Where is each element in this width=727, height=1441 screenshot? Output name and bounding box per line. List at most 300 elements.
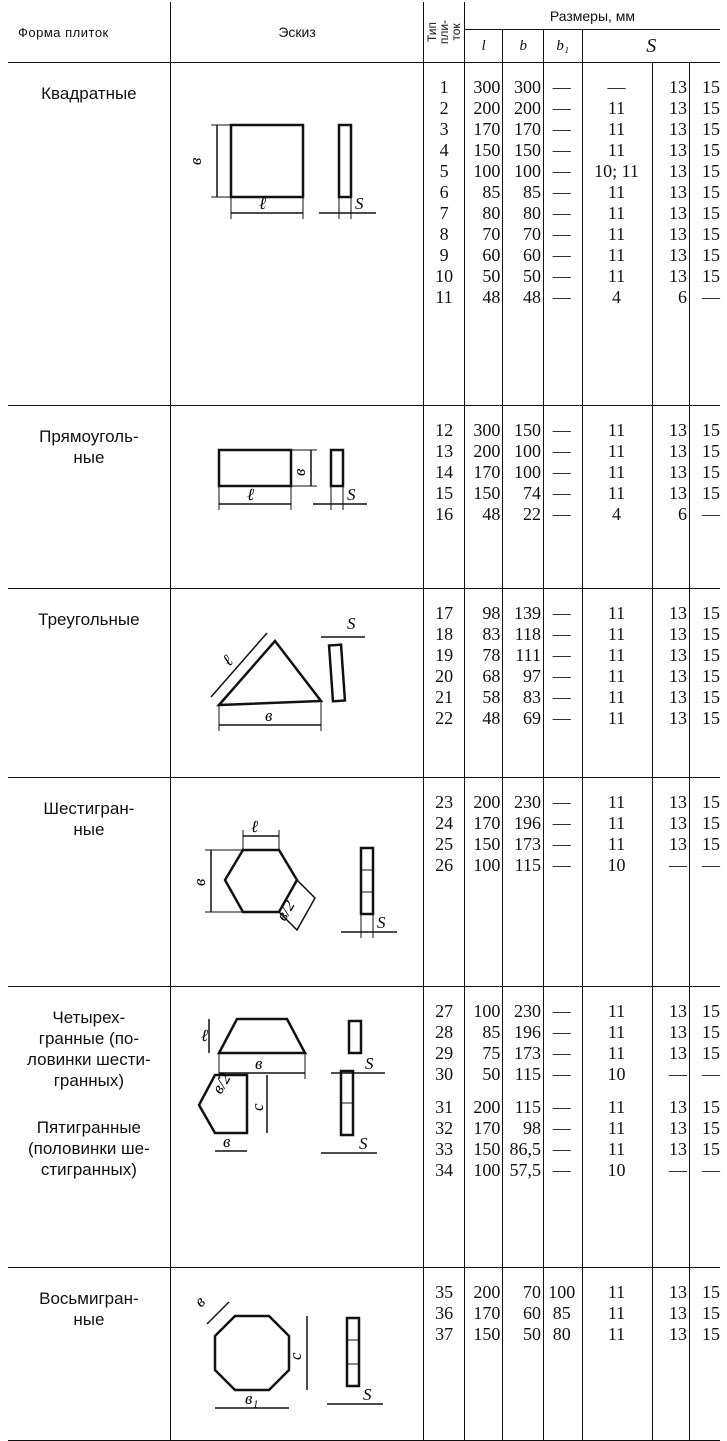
header-b: b <box>503 30 544 63</box>
cell-b: 230 <box>513 792 541 812</box>
cell-type: 1 <box>439 77 449 97</box>
cell-type: 5 <box>439 161 449 181</box>
cell-type: 4 <box>439 140 449 160</box>
cell-l: 48 <box>482 287 501 307</box>
cell-b: 69 <box>522 708 541 728</box>
cell-l: 85 <box>482 182 501 202</box>
cell-b: 50 <box>522 266 541 286</box>
cell-s1: 10 <box>607 855 626 875</box>
cell-b1: — <box>552 203 571 223</box>
cell-type: 17 <box>435 603 454 623</box>
cell-b: 70 <box>522 1282 541 1302</box>
cell-s1: 11 <box>607 813 626 833</box>
cell-b1: 80 <box>552 1324 571 1344</box>
cell-s3: 15 <box>702 224 720 244</box>
cell-b1: 100 <box>548 1282 576 1302</box>
cell-s2: 13 <box>668 1118 687 1138</box>
cell-s3: 15 <box>702 666 720 686</box>
cell-s1: 11 <box>607 462 626 482</box>
cell-b: 150 <box>513 420 541 440</box>
cell-type: 25 <box>435 834 454 854</box>
cell-type: 10 <box>435 266 454 286</box>
tile-shape-name: Треугольные <box>38 610 140 629</box>
tile-table <box>8 2 720 1441</box>
cell-type: 29 <box>435 1043 454 1063</box>
cell-l: 50 <box>482 266 501 286</box>
cell-s1: 11 <box>607 666 626 686</box>
cell-s1: 11 <box>607 1139 626 1159</box>
cell-s3: 15 <box>702 441 720 461</box>
tile-group-row <box>8 589 720 778</box>
cell-b: 22 <box>522 504 541 524</box>
cell-s1: 11 <box>607 266 626 286</box>
cell-l: 48 <box>482 708 501 728</box>
cell-s2: 13 <box>668 1043 687 1063</box>
cell-type: 36 <box>435 1303 454 1323</box>
header-type <box>424 2 465 63</box>
cell-l: 150 <box>473 1324 501 1344</box>
cell-s1: 11 <box>607 1022 626 1042</box>
cell-s3: 15 <box>702 1139 720 1159</box>
cell-type: 2 <box>439 98 449 118</box>
label-b-half-pent: в/2 <box>207 1069 235 1097</box>
cell-s2: 13 <box>668 792 687 812</box>
cell-b1: — <box>552 1022 571 1042</box>
cell-b1: — <box>552 77 571 97</box>
cell-b1: — <box>552 813 571 833</box>
cell-l: 80 <box>482 203 501 223</box>
label-c: с <box>247 1103 267 1111</box>
cell-b: 139 <box>513 603 541 623</box>
cell-b1: — <box>552 624 571 644</box>
cell-s2: 13 <box>668 224 687 244</box>
cell-l: 75 <box>482 1043 501 1063</box>
cell-b: 85 <box>522 182 541 202</box>
cell-s3: — <box>702 504 720 524</box>
cell-s3: 15 <box>702 266 720 286</box>
cell-s3: 15 <box>702 645 720 665</box>
cell-type: 3 <box>439 119 449 139</box>
cell-b1: — <box>552 603 571 623</box>
label-l: ℓ <box>258 194 266 213</box>
cell-type: 15 <box>435 483 454 503</box>
label-l: ℓ <box>250 817 258 836</box>
cell-l: 100 <box>473 855 501 875</box>
cell-s3: 15 <box>702 182 720 202</box>
cell-s1: 11 <box>607 1097 626 1117</box>
cell-b: 83 <box>522 687 541 707</box>
cell-s3: 15 <box>702 813 720 833</box>
label-s-pent: S <box>358 1134 368 1153</box>
cell-s2: 13 <box>668 161 687 181</box>
cell-b1: — <box>552 792 571 812</box>
cell-type: 8 <box>439 224 449 244</box>
tile-shape-name: Прямоуголь- ные <box>39 427 139 467</box>
cell-b: 115 <box>514 1064 541 1084</box>
cell-type: 6 <box>439 182 449 202</box>
cell-s1: 10; 11 <box>594 161 639 181</box>
cell-l: 200 <box>473 98 501 118</box>
cell-s3: 15 <box>702 462 720 482</box>
cell-s2: 13 <box>668 266 687 286</box>
cell-b1: — <box>552 504 571 524</box>
cell-b: 300 <box>513 77 541 97</box>
cell-b1: 85 <box>552 1303 571 1323</box>
cell-b: 86,5 <box>509 1139 541 1159</box>
label-l: ℓ <box>246 485 254 504</box>
cell-b: 50 <box>522 1324 541 1344</box>
cell-l: 170 <box>473 119 501 139</box>
cell-l: 83 <box>482 624 501 644</box>
cell-s3: 15 <box>702 1097 720 1117</box>
cell-s1: 4 <box>611 504 621 524</box>
cell-s1: 10 <box>607 1160 626 1180</box>
cell-l: 150 <box>473 140 501 160</box>
cell-b: 173 <box>513 834 541 854</box>
cell-s1: 11 <box>607 140 626 160</box>
cell-b: 196 <box>513 1022 541 1042</box>
cell-s3: 15 <box>702 483 720 503</box>
octagon-tile-sketch <box>171 1268 421 1420</box>
cell-s3: 15 <box>702 603 720 623</box>
label-b: в <box>185 157 205 165</box>
cell-s2: 13 <box>668 77 687 97</box>
cell-type: 9 <box>439 245 449 265</box>
cell-type: 14 <box>435 462 454 482</box>
cell-l: 60 <box>482 245 501 265</box>
cell-s2: 13 <box>668 1001 687 1021</box>
cell-s2: 13 <box>668 1097 687 1117</box>
cell-s2: — <box>668 1160 687 1180</box>
cell-s1: 11 <box>607 1282 626 1302</box>
cell-l: 100 <box>473 1001 501 1021</box>
cell-b1: — <box>552 855 571 875</box>
cell-b: 74 <box>522 483 541 503</box>
cell-b: 115 <box>514 855 541 875</box>
cell-b1: — <box>552 1097 571 1117</box>
cell-b1: — <box>552 287 571 307</box>
cell-s2: 13 <box>668 462 687 482</box>
cell-type: 7 <box>439 203 449 223</box>
cell-b: 70 <box>522 224 541 244</box>
cell-b: 115 <box>514 1097 541 1117</box>
cell-s3: — <box>702 855 720 875</box>
cell-s3: 15 <box>702 792 720 812</box>
cell-l: 300 <box>473 420 501 440</box>
cell-s2: 13 <box>668 813 687 833</box>
cell-l: 48 <box>482 504 501 524</box>
tile-shape-name: Квадратные <box>41 84 137 103</box>
cell-s2: 13 <box>668 420 687 440</box>
cell-s2: 13 <box>668 483 687 503</box>
cell-b: 100 <box>513 441 541 461</box>
label-b1-oct: в₁ <box>244 1389 259 1408</box>
label-b-quad: в <box>254 1054 263 1073</box>
trapezoid-pentagon-tile-sketch <box>171 987 421 1247</box>
header-s: S <box>582 30 720 63</box>
cell-s1: 11 <box>607 119 626 139</box>
cell-b1: — <box>552 1001 571 1021</box>
cell-b1: — <box>552 1160 571 1180</box>
cell-b: 100 <box>513 462 541 482</box>
cell-type: 20 <box>435 666 454 686</box>
label-s: S <box>346 485 356 504</box>
cell-b: 60 <box>522 245 541 265</box>
cell-s1: 11 <box>607 182 626 202</box>
cell-s1: 11 <box>607 245 626 265</box>
tile-shape-name: Восьмигран- ные <box>39 1289 139 1329</box>
cell-l: 100 <box>473 1160 501 1180</box>
cell-type: 34 <box>435 1160 454 1180</box>
cell-s2: 13 <box>668 603 687 623</box>
cell-s2: 13 <box>668 1022 687 1042</box>
cell-b1: — <box>552 245 571 265</box>
cell-b1: — <box>552 834 571 854</box>
cell-s1: 11 <box>607 645 626 665</box>
label-b-half: в/2 <box>271 896 299 924</box>
cell-b: 200 <box>513 98 541 118</box>
cell-b1: — <box>552 224 571 244</box>
cell-s2: 13 <box>668 441 687 461</box>
cell-b1: — <box>552 1139 571 1159</box>
tile-group-row <box>8 63 720 406</box>
cell-s3: — <box>702 287 720 307</box>
hexagon-tile-sketch <box>171 778 421 966</box>
cell-s1: 11 <box>607 708 626 728</box>
cell-s2: 6 <box>677 287 687 307</box>
cell-type: 18 <box>435 624 454 644</box>
cell-s3: — <box>702 1064 720 1084</box>
cell-s1: 11 <box>607 224 626 244</box>
cell-b1: — <box>552 161 571 181</box>
cell-s2: 13 <box>668 666 687 686</box>
cell-l: 150 <box>473 834 501 854</box>
cell-s1: 11 <box>607 603 626 623</box>
cell-l: 170 <box>473 1303 501 1323</box>
cell-s1: 11 <box>607 441 626 461</box>
cell-s3: 15 <box>702 420 720 440</box>
cell-s2: 13 <box>668 687 687 707</box>
cell-s2: 13 <box>668 203 687 223</box>
tile-group-row <box>8 406 720 589</box>
cell-s3: 15 <box>702 1118 720 1138</box>
cell-type: 33 <box>435 1139 454 1159</box>
cell-s1: 11 <box>607 1001 626 1021</box>
cell-s2: 13 <box>668 834 687 854</box>
cell-b: 80 <box>522 203 541 223</box>
cell-l: 50 <box>482 1064 501 1084</box>
label-b-oct: в <box>190 1292 209 1311</box>
cell-b1: — <box>552 462 571 482</box>
cell-s2: — <box>668 1064 687 1084</box>
cell-b1: — <box>552 687 571 707</box>
cell-b: 48 <box>522 287 541 307</box>
cell-s2: 13 <box>668 119 687 139</box>
square-tile-sketch <box>171 63 421 385</box>
cell-s3: 15 <box>702 624 720 644</box>
label-l: ℓ <box>218 651 237 670</box>
cell-b1: — <box>552 420 571 440</box>
cell-s2: 13 <box>668 708 687 728</box>
cell-s2: 13 <box>668 1303 687 1323</box>
cell-b: 173 <box>513 1043 541 1063</box>
cell-s1: 4 <box>611 287 621 307</box>
cell-type: 16 <box>435 504 454 524</box>
cell-s3: 15 <box>702 98 720 118</box>
cell-b1: — <box>552 140 571 160</box>
cell-s2: 13 <box>668 624 687 644</box>
cell-s2: 13 <box>668 182 687 202</box>
cell-b: 97 <box>522 666 541 686</box>
triangle-tile-sketch <box>171 589 421 757</box>
cell-type: 12 <box>435 420 454 440</box>
cell-b1: — <box>552 441 571 461</box>
cell-s3: 15 <box>702 1043 720 1063</box>
cell-s2: 13 <box>668 245 687 265</box>
cell-type: 22 <box>435 708 454 728</box>
cell-s3: 15 <box>702 1282 720 1302</box>
cell-l: 58 <box>482 687 501 707</box>
cell-s3: 15 <box>702 1001 720 1021</box>
header-l: l <box>464 30 503 63</box>
header-dimensions: Размеры, мм <box>464 2 720 30</box>
tile-shape-name: Шестигран- ные <box>43 799 135 839</box>
cell-s2: 13 <box>668 1139 687 1159</box>
label-c-oct: с <box>285 1352 305 1360</box>
cell-b1: — <box>552 1064 571 1084</box>
cell-b: 57,5 <box>509 1160 541 1180</box>
tile-group-row <box>8 1268 720 1441</box>
cell-b1: — <box>552 1043 571 1063</box>
cell-s3: 15 <box>702 140 720 160</box>
cell-l: 200 <box>473 441 501 461</box>
tile-shape-name: Четырех- гранные (по- ловинки шести- гранных) <box>27 1008 151 1090</box>
cell-l: 85 <box>482 1022 501 1042</box>
cell-type: 37 <box>435 1324 454 1344</box>
cell-s3: 15 <box>702 77 720 97</box>
cell-s1: 11 <box>607 792 626 812</box>
cell-s3: 15 <box>702 687 720 707</box>
cell-s1: 11 <box>607 1324 626 1344</box>
cell-s3: 15 <box>702 1303 720 1323</box>
cell-l: 200 <box>473 1282 501 1302</box>
cell-s2: — <box>668 855 687 875</box>
cell-type: 26 <box>435 855 454 875</box>
label-l-quad: ℓ <box>200 1026 208 1045</box>
tile-group-row <box>8 987 720 1268</box>
label-s: S <box>354 194 364 213</box>
header-type-label: Тип пли- ток <box>425 19 464 45</box>
cell-s1: 11 <box>607 687 626 707</box>
cell-s1: 11 <box>607 483 626 503</box>
cell-type: 23 <box>435 792 454 812</box>
cell-s1: 10 <box>607 1064 626 1084</box>
cell-l: 170 <box>473 813 501 833</box>
cell-type: 27 <box>435 1001 454 1021</box>
cell-type: 35 <box>435 1282 454 1302</box>
tile-group-row <box>8 778 720 987</box>
cell-b1: — <box>552 645 571 665</box>
cell-l: 150 <box>473 483 501 503</box>
cell-s3: — <box>702 1160 720 1180</box>
cell-s2: 13 <box>668 1324 687 1344</box>
cell-s3: 15 <box>702 119 720 139</box>
header-sketch: Эскиз <box>170 2 424 63</box>
cell-b1: — <box>552 1118 571 1138</box>
cell-b: 170 <box>513 119 541 139</box>
cell-b1: — <box>552 483 571 503</box>
label-b: в <box>289 468 309 476</box>
rectangle-tile-sketch <box>171 406 421 568</box>
cell-b: 98 <box>522 1118 541 1138</box>
label-b: в <box>189 878 209 886</box>
cell-b1: — <box>552 266 571 286</box>
cell-s2: 13 <box>668 140 687 160</box>
label-s: S <box>346 614 356 633</box>
cell-s2: 13 <box>668 1282 687 1302</box>
cell-s1: 11 <box>607 203 626 223</box>
label-s: S <box>376 913 386 932</box>
cell-l: 170 <box>473 462 501 482</box>
cell-s1: 11 <box>607 1303 626 1323</box>
label-b-pent: в <box>222 1132 231 1151</box>
cell-s3: 15 <box>702 708 720 728</box>
cell-s3: 15 <box>702 834 720 854</box>
cell-type: 28 <box>435 1022 454 1042</box>
cell-l: 78 <box>482 645 501 665</box>
cell-l: 170 <box>473 1118 501 1138</box>
cell-l: 300 <box>473 77 501 97</box>
cell-s1: 11 <box>607 834 626 854</box>
cell-l: 98 <box>482 603 501 623</box>
cell-b1: — <box>552 182 571 202</box>
cell-b1: — <box>552 119 571 139</box>
header-b1: b₁ <box>543 30 582 63</box>
cell-b: 60 <box>522 1303 541 1323</box>
cell-b: 118 <box>514 624 541 644</box>
cell-b: 150 <box>513 140 541 160</box>
cell-s1: 11 <box>607 98 626 118</box>
cell-s3: 15 <box>702 245 720 265</box>
cell-type: 31 <box>435 1097 454 1117</box>
cell-l: 200 <box>473 1097 501 1117</box>
cell-type: 19 <box>435 645 454 665</box>
cell-s3: 15 <box>702 1324 720 1344</box>
cell-b1: — <box>552 666 571 686</box>
cell-s3: 15 <box>702 161 720 181</box>
cell-b1: — <box>552 98 571 118</box>
tile-shape-name: Пятигранные (половинки ше- стигранных) <box>27 1118 150 1179</box>
cell-type: 32 <box>435 1118 454 1138</box>
cell-b: 111 <box>515 645 541 665</box>
cell-type: 30 <box>435 1064 454 1084</box>
cell-l: 68 <box>482 666 501 686</box>
cell-l: 150 <box>473 1139 501 1159</box>
cell-s2: 13 <box>668 98 687 118</box>
cell-s1: — <box>607 77 626 97</box>
cell-s1: 11 <box>607 624 626 644</box>
cell-s2: 13 <box>668 645 687 665</box>
cell-b: 196 <box>513 813 541 833</box>
header-form: Форма плиток <box>8 2 170 63</box>
cell-type: 11 <box>435 287 453 307</box>
cell-type: 24 <box>435 813 454 833</box>
label-s-quad: S <box>364 1054 374 1073</box>
cell-s1: 11 <box>607 1118 626 1138</box>
cell-s2: 6 <box>677 504 687 524</box>
cell-s3: 15 <box>702 203 720 223</box>
cell-b: 230 <box>513 1001 541 1021</box>
